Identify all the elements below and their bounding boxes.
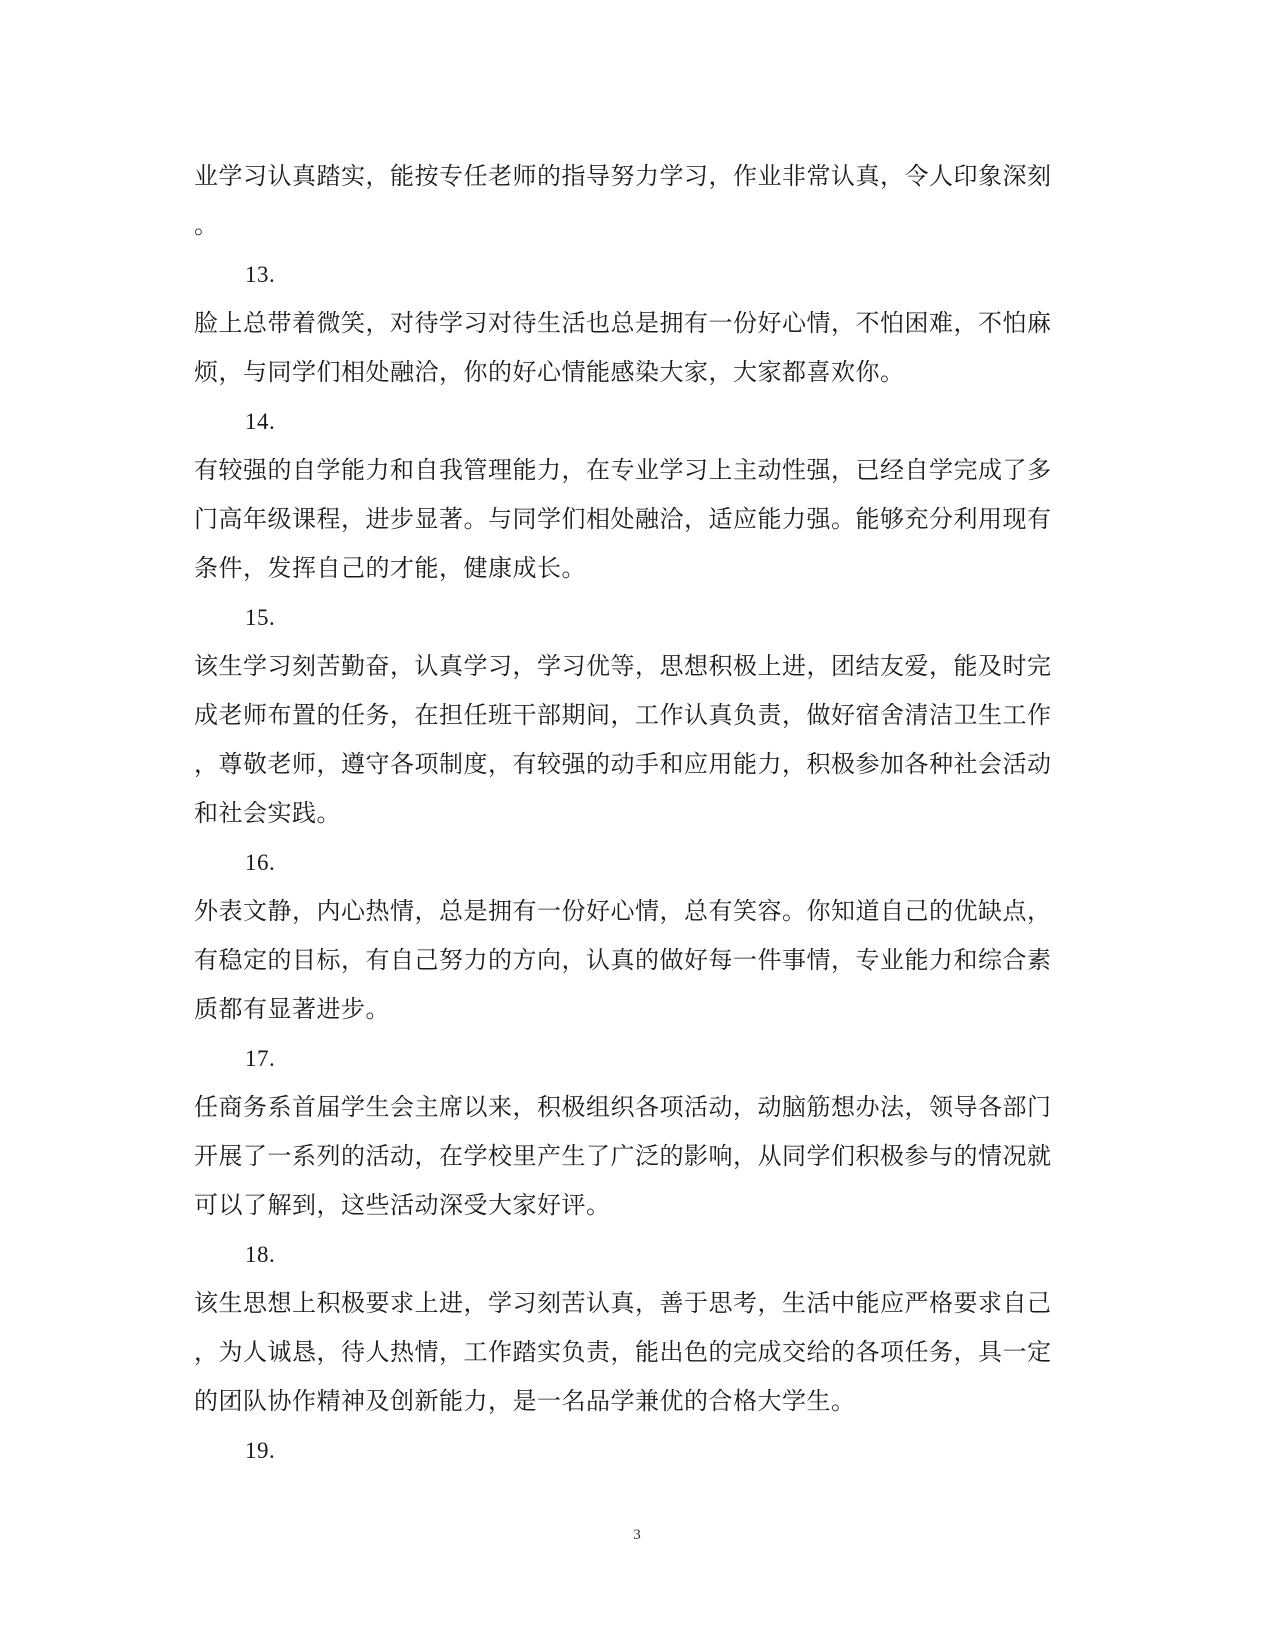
item-number: 17. xyxy=(245,1046,276,1071)
item-number: 18. xyxy=(245,1242,276,1267)
document-body xyxy=(194,152,1074,1475)
text-line: 可以了解到，这些活动深受大家好评。 xyxy=(194,1191,611,1219)
page-number: 3 xyxy=(633,1527,641,1543)
item-number: 14. xyxy=(245,409,276,434)
text-line: 和社会实践。 xyxy=(194,799,341,827)
text-line: 门高年级课程，进步显著。与同学们相处融洽，适应能力强。能够充分利用现有 xyxy=(194,505,1052,533)
item-number: 16. xyxy=(245,850,276,875)
text-line: 成老师布置的任务，在担任班干部期间，工作认真负责，做好宿舍清洁卫生工作 xyxy=(194,701,1052,729)
text-line: 任商务系首届学生会主席以来，积极组织各项活动，动脑筋想办法，领导各部门 xyxy=(194,1093,1052,1121)
text-line: 脸上总带着微笑，对待学习对待生活也总是拥有一份好心情，不怕困难，不怕麻 xyxy=(194,309,1052,337)
text-line: 质都有显著进步。 xyxy=(194,995,390,1023)
text-line: 的团队协作精神及创新能力，是一名品学兼优的合格大学生。 xyxy=(194,1387,856,1415)
text-line: 烦，与同学们相处融洽，你的好心情能感染大家，大家都喜欢你。 xyxy=(194,358,905,386)
text-line: 有较强的自学能力和自我管理能力，在专业学习上主动性强，已经自学完成了多 xyxy=(194,456,1052,484)
text-line: 开展了一系列的活动，在学校里产生了广泛的影响，从同学们积极参与的情况就 xyxy=(194,1142,1052,1170)
item-number: 13. xyxy=(245,262,276,287)
text-line: 条件，发挥自己的才能，健康成长。 xyxy=(194,554,586,582)
text-line: 业学习认真踏实，能按专任老师的指导努力学习，作业非常认真，令人印象深刻 xyxy=(194,162,1052,190)
text-line: 有稳定的目标，有自己努力的方向，认真的做好每一件事情，专业能力和综合素 xyxy=(194,946,1052,974)
text-line: 该生思想上积极要求上进，学习刻苦认真，善于思考，生活中能应严格要求自己 xyxy=(194,1289,1052,1317)
text-line: 。 xyxy=(194,211,219,239)
item-number: 15. xyxy=(245,605,276,630)
text-line: 该生学习刻苦勤奋，认真学习，学习优等，思想积极上进，团结友爱，能及时完 xyxy=(194,652,1052,680)
text-line: ，为人诚恳，待人热情，工作踏实负责，能出色的完成交给的各项任务，具一定 xyxy=(194,1338,1052,1366)
item-number: 19. xyxy=(245,1438,276,1463)
text-line: 外表文静，内心热情，总是拥有一份好心情，总有笑容。你知道自己的优缺点， xyxy=(194,897,1052,925)
text-line: ，尊敬老师，遵守各项制度，有较强的动手和应用能力，积极参加各种社会活动 xyxy=(194,750,1052,778)
